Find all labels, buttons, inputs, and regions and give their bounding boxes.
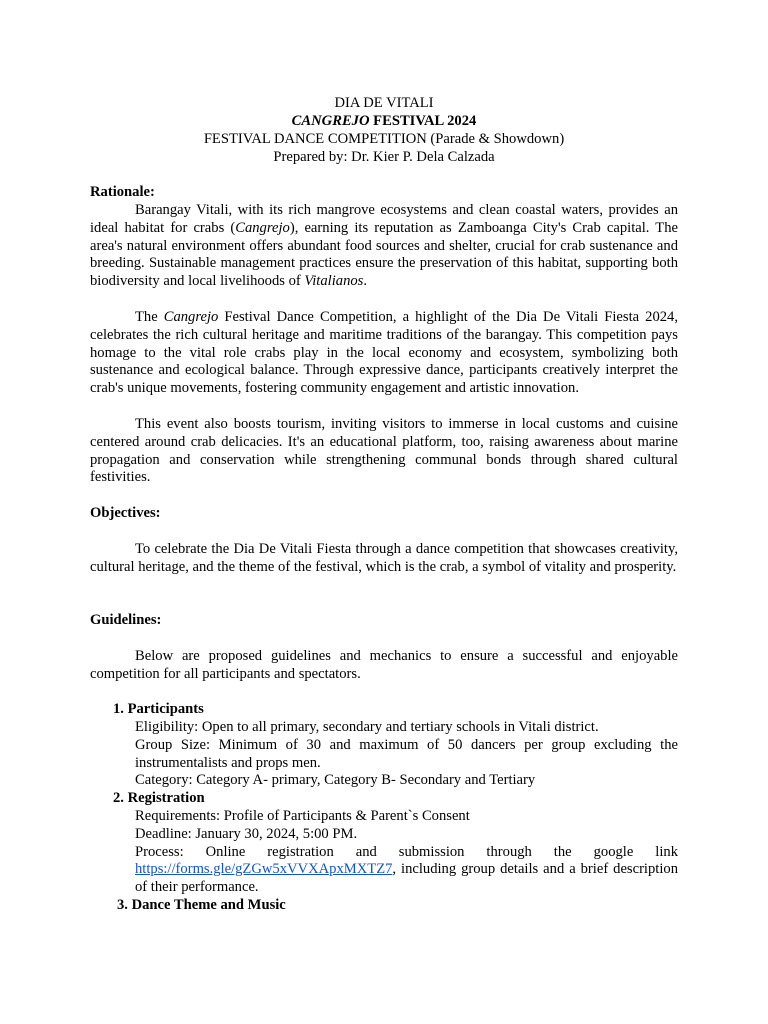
rationale-paragraph-3: This event also boosts tourism, inviting visitors to immerse in local customs and cuisine centered around crab delicacies. It's an educational platform, too, raising awareness about marine propagation and conservation while strengthening communal bonds through shared cultural festivities. <box>90 416 678 486</box>
registration-requirements: Requirements: Profile of Participants & Parent`s Consent <box>135 808 470 824</box>
doc-title-line2 <box>0 113 768 131</box>
guidelines-heading: Guidelines: <box>90 612 162 628</box>
item-participants-body <box>135 719 678 790</box>
item-registration-heading: 2. Registration <box>113 790 205 806</box>
doc-title-line3: FESTIVAL DANCE COMPETITION (Parade & Showdown) <box>203 131 565 147</box>
google-form-link[interactable]: https://forms.gle/gZGw5xVVXApxMXTZ7 <box>135 861 393 878</box>
participants-category: Category: Category A- primary, Category B- Secondary and Tertiary <box>135 772 536 789</box>
participants-group-size: Group Size: Minimum of 30 and maximum of 50 dancers per group excluding the instrumentalists and props men. <box>135 736 678 771</box>
doc-author: Prepared by: Dr. Kier P. Dela Calzada <box>273 149 495 165</box>
item-participants-heading: 1. Participants <box>113 701 204 717</box>
registration-deadline: Deadline: January 30, 2024, 5:00 PM. <box>135 825 358 842</box>
item-registration-body <box>135 808 678 897</box>
item-dance-theme-heading: 3. Dance Theme and Music <box>117 897 286 913</box>
guidelines-paragraph: Below are proposed guidelines and mechanics to ensure a successful and enjoyable competition for all participants and spectators. <box>90 648 678 682</box>
rationale-paragraph-1: Barangay Vitali, with its rich mangrove ecosystems and clean coastal waters, provides an ideal habitat for crabs (Cangrejo), earning its reputation as Zamboanga City's Crab capital. The area's natural environment offers abundant food sources and shelter, crucial for crab sustenance and breeding. Sustainable management practices ensure the preservation of this habitat, supporting both biodiversity and local livelihoods of Vitalianos. <box>90 202 678 290</box>
participants-eligibility: Eligibility: Open to all primary, secondary and tertiary schools in Vitali district. <box>135 719 599 735</box>
title-cangrejo: CANGREJO <box>291 113 370 129</box>
doc-title-line1: DIA DE VITALI <box>334 95 434 111</box>
rationale-paragraph-2: The Cangrejo Festival Dance Competition, a highlight of the Dia De Vitali Fiesta 2024, celebrates the rich cultural heritage and maritime traditions of the barangay. This competition pays homage to the vital role crabs play in the local economy and ecosystem, symbolizing both sustenance and ecological balance. Through expressive dance, participants creatively interpret the crab's unique movements, fostering community engagement and artistic innovation. <box>90 309 678 397</box>
rationale-heading: Rationale: <box>90 184 155 200</box>
title-festival: FESTIVAL 2024 <box>369 113 477 129</box>
objectives-paragraph: To celebrate the Dia De Vitali Fiesta through a dance competition that showcases creativity, cultural heritage, and the theme of the festival, which is the crab, a symbol of vitality and prosperity. <box>90 541 678 575</box>
registration-process: Process: Online registration and submission through the google link https://forms.gle/gZGw5xVVXApxMXTZ7, including group details and a brief description of their performance. <box>135 843 678 896</box>
objectives-heading: Objectives: <box>90 505 161 521</box>
